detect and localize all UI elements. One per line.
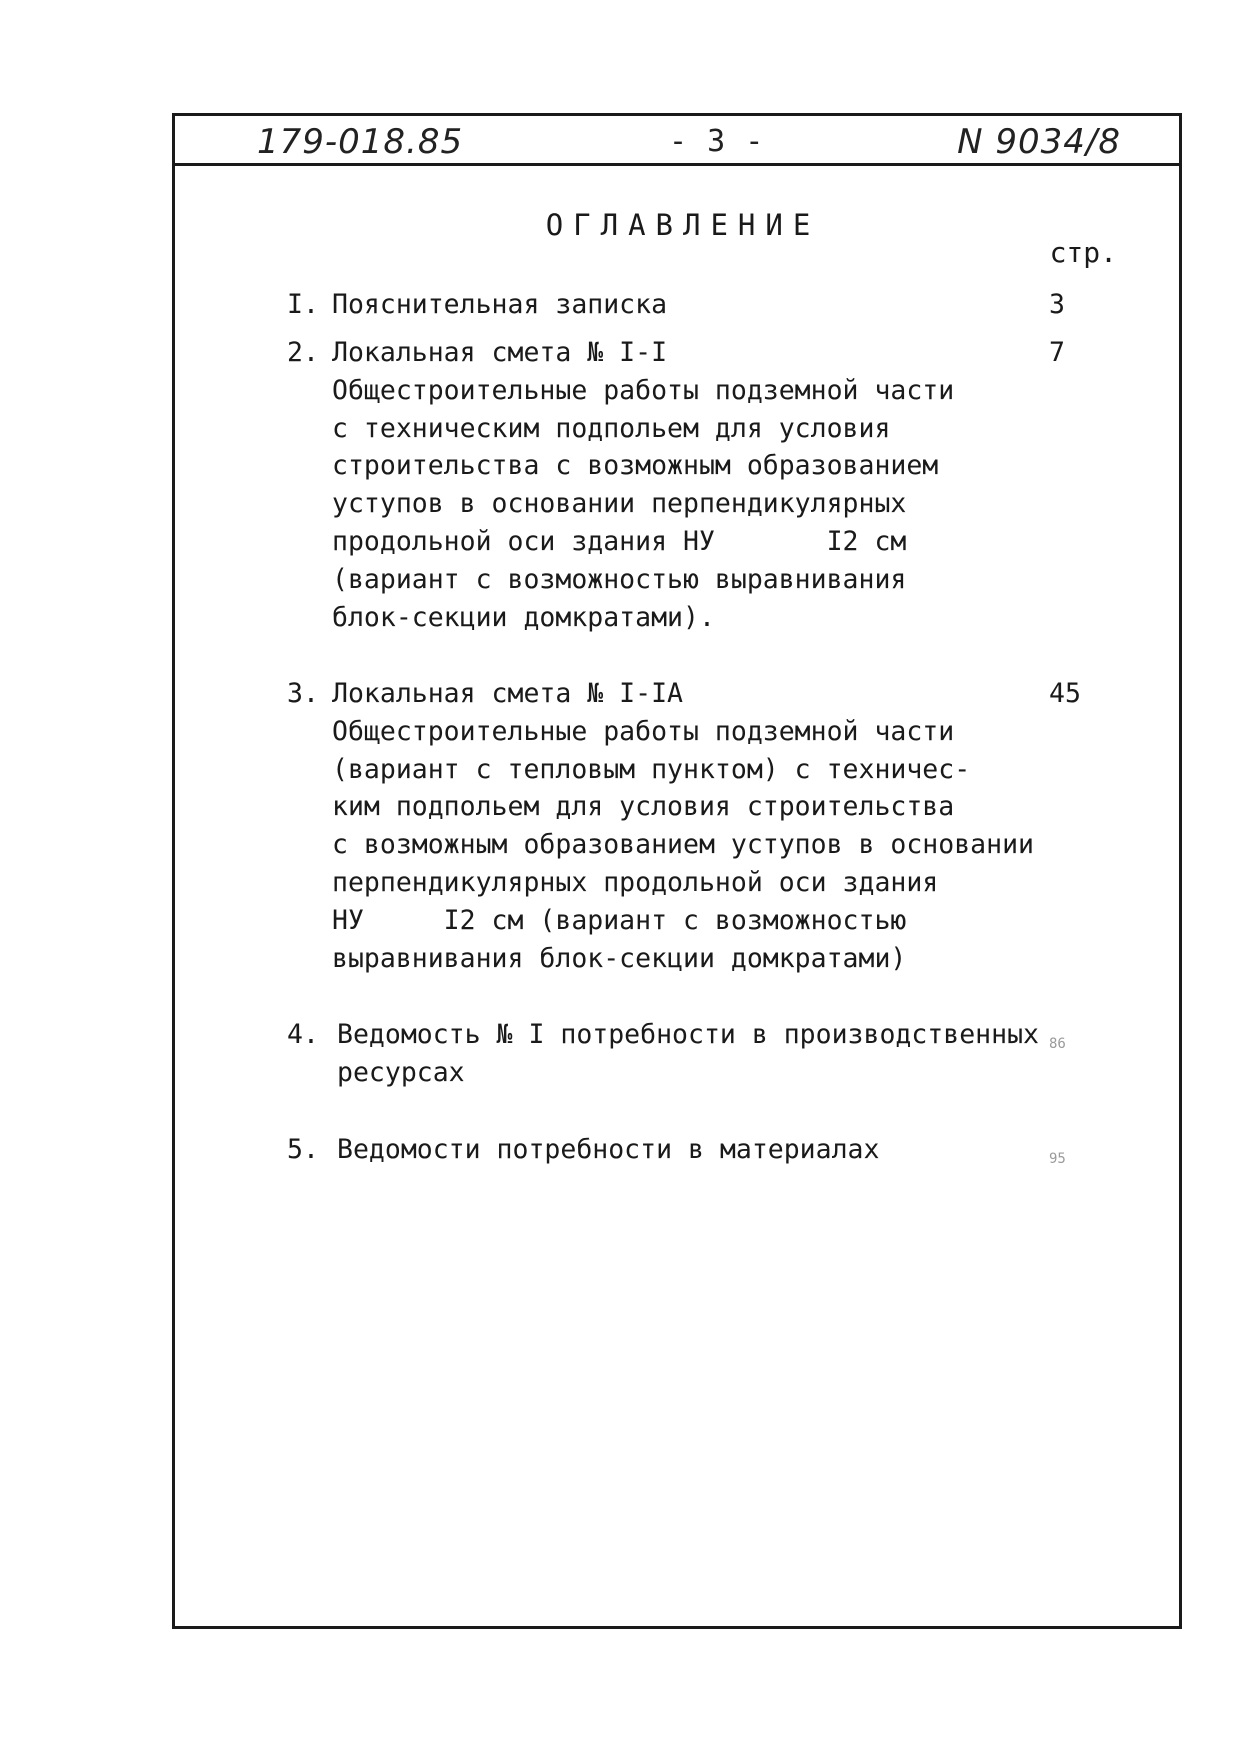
- toc-entry-line: НУ I2 см (вариант с возможностью: [332, 904, 907, 936]
- toc-entry-number: 3.: [287, 678, 319, 709]
- title-block-header: [175, 116, 1179, 166]
- toc-entry-line: ким подпольем для условия строительства: [332, 791, 955, 823]
- toc-entry-line: Общестроительные работы подземной части: [332, 374, 955, 406]
- toc-entry-line: выравнивания блок-секции домкратами): [332, 942, 907, 974]
- document-number: N 9034/8: [957, 122, 1121, 162]
- toc-entry-line: уступов в основании перпендикулярных: [332, 488, 907, 520]
- page-title: ОГЛАВЛЕНИЕ: [545, 208, 821, 242]
- toc-entry-2: [287, 334, 1067, 636]
- toc-entry-page: 95: [1049, 1151, 1066, 1167]
- toc-entry-line: перпендикулярных продольной оси здания: [332, 866, 939, 898]
- toc-entry-line: ресурсах: [337, 1056, 465, 1088]
- toc-entry-page: 3: [1049, 289, 1065, 320]
- page-number: - 3 -: [669, 124, 765, 159]
- toc-entry-line: с возможным образованием уступов в основании: [332, 829, 1034, 861]
- toc-entry-text: [337, 1016, 1067, 1092]
- document-sheet: [172, 113, 1182, 1629]
- toc-entry-text: [332, 286, 1067, 324]
- toc-entry-5: [287, 1131, 1067, 1169]
- toc-entry-line: продольной оси здания НУ I2 см: [332, 525, 907, 557]
- toc-entry-1: [287, 286, 1067, 324]
- toc-entry-line: Пояснительная записка: [332, 289, 668, 320]
- toc-entry-line: блок-секции домкратами).: [332, 601, 715, 633]
- toc-entry-number: 4.: [287, 1019, 319, 1050]
- toc-entry-line: строительства с возможным образованием: [332, 450, 939, 482]
- toc-entry-line: Локальная смета № I-IA: [332, 678, 683, 709]
- toc-entry-line: Локальная смета № I-I: [332, 337, 668, 368]
- toc-entry-line: Ведомость № I потребности в производственных: [337, 1019, 1039, 1050]
- toc-entry-number: 2.: [287, 337, 319, 368]
- toc-entry-page: 45: [1049, 678, 1081, 709]
- toc-entry-text: [332, 675, 1067, 977]
- toc-entry-line: Общестроительные работы подземной части: [332, 715, 955, 747]
- toc-entry-number: 5.: [287, 1134, 319, 1165]
- toc-entry-line: Ведомости потребности в материалах: [337, 1134, 880, 1165]
- toc-entry-line: (вариант с тепловым пунктом) с техничес-: [332, 753, 971, 785]
- toc-entry-page: 86: [1049, 1036, 1066, 1052]
- toc-entry-text: [337, 1131, 1067, 1169]
- toc-entry-number: I.: [287, 289, 319, 320]
- toc-entry-page: 7: [1049, 337, 1065, 368]
- document-code: 179-018.85: [257, 122, 464, 162]
- page-column-label: стр.: [1049, 236, 1117, 269]
- toc-entry-4: [287, 1016, 1067, 1092]
- toc-entry-3: [287, 675, 1081, 977]
- toc-entry-line: (вариант с возможностью выравнивания: [332, 563, 907, 595]
- toc-entry-text: [332, 334, 1067, 636]
- toc-entry-line: с техническим подпольем для условия: [332, 412, 891, 444]
